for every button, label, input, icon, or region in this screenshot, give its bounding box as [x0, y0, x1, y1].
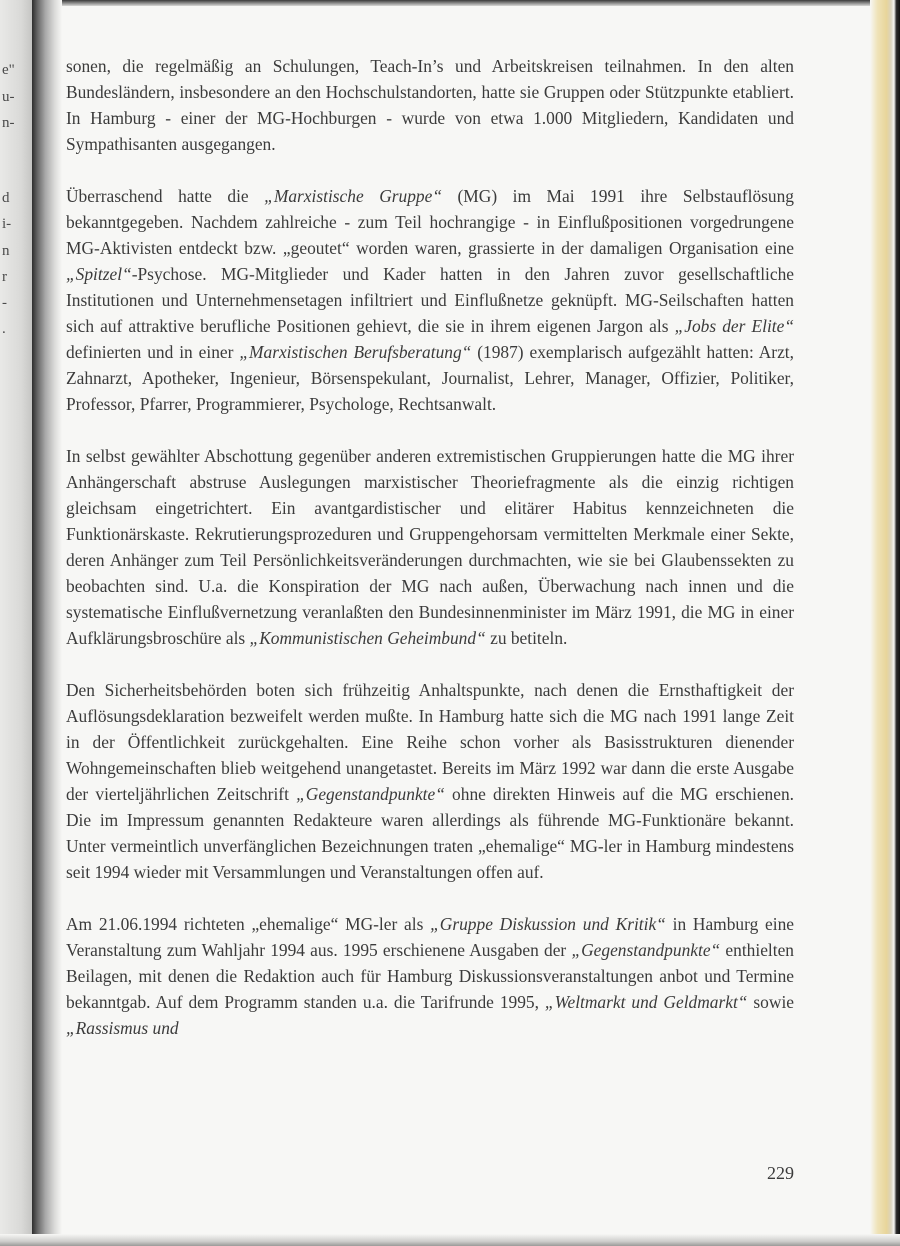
page-body-text — [66, 53, 794, 1041]
paragraph — [66, 911, 794, 1041]
page-number: 229 — [767, 1163, 794, 1183]
text-run: sonen, die regelmäßig an Schulungen, Teach-In’s und Arbeitskreisen teilnahmen. In den alten Bundesländern, insbesondere an den Hochschulstandorten, hatte sie Gruppen oder Stützpunkte etabliert. In Hamburg - einer der MG-Hochburgen - wurde von etwa 1.000 Mitgliedern, Kandidaten und Sympathisanten ausgegangen. — [66, 56, 794, 154]
bottom-edge-shadow — [0, 1234, 900, 1246]
text-run: ohne direkten Hinweis auf die MG erschienen. Die im Impressum genannten Redakteure waren allerdings als führende MG-Funktionäre bekannt. Unter vermeintlich unverfänglichen Bezeichnungen traten „ehemalige“ MG-ler in Hamburg mindestens seit 1994 wieder mit Versammlungen und Veranstaltungen offen auf. — [66, 784, 794, 882]
text-run: (MG) im Mai 1991 ihre Selbstauflösung bekanntgegeben. Nachdem zahlreiche - zum Teil hochrangige - in Einflußpositionen vorgedrungene MG-Aktivisten entdeckt bzw. „geoutet“ worden waren, grassierte in der damaligen Organisation eine — [66, 186, 795, 258]
page-stack-edge — [870, 0, 900, 1246]
italic-quote: „Marxistische Gruppe“ — [264, 186, 442, 206]
text-run: Am 21.06.1994 richteten „ehemalige“ MG-ler als — [66, 914, 431, 934]
top-edge-shadow — [0, 0, 900, 6]
facing-page-fragment: u- — [2, 89, 15, 105]
italic-quote: „Jobs der Elite“ — [674, 316, 794, 336]
text-run: In selbst gewählter Abschottung gegenüber anderen extremistischen Gruppierungen hatte die MG ihrer Anhängerschaft abstruse Auslegungen marxistischer Theoriefragmente als die einzig richtigen gleichsam eingetrichtert. Ein avantgardistischer und elitärer Habitus kennzeichneten die Funktionärskaste. Rekrutierungsprozeduren und Gruppengehorsam vermittelten Merkmale einer Sekte, deren Anhänger zum Teil Persönlichkeitsveränderungen durchmachten, wie sie bei Glaubenssekten zu beobachten sind. U.a. die Konspiration der MG nach außen, Überwachung nach innen und die systematische Einflußvernetzung veranlaßten den Bundesinnenminister im März 1991, die MG in einer Aufklärungsbroschüre als — [66, 446, 794, 648]
italic-quote: „Gegenstandpunkte“ — [296, 784, 445, 804]
paragraph — [66, 183, 794, 417]
facing-page-fragment: r — [2, 269, 7, 285]
italic-quote: „Kommunistischen Geheimbund“ — [249, 628, 486, 648]
text-run: enthielten Beilagen, mit denen die Redaktion auch für Hamburg Diskussionsveranstaltungen anbot und Termine bekanntgab. Auf dem Programm standen u.a. die Tarifrunde 1995, — [66, 940, 795, 1012]
italic-quote: „Marxistischen Berufsberatung“ — [239, 342, 472, 362]
facing-page-fragment: n — [2, 243, 10, 259]
facing-page-edge — [0, 0, 36, 1246]
book-gutter-shadow — [32, 0, 62, 1246]
text-run: -Psychose. MG-Mitglieder und Kader hatten in den Jahren zuvor gesellschaftliche Institutionen und Unternehmensetagen infiltriert und Einflußnetze geknüpft. MG-Seilschaften hatten sich auf attraktive berufliche Positionen gehievt, die sie in ihrem eigenen Jargon als — [66, 264, 794, 336]
text-run: (1987) exemplarisch aufgezählt hatten: Arzt, Zahnarzt, Apotheker, Ingenieur, Börsenspekulant, Journalist, Lehrer, Manager, Offizier, Politiker, Professor, Pfarrer, Programmierer, Psychologe, Rechtsanwalt. — [66, 342, 794, 414]
italic-quote: „Rassismus und — [66, 1018, 179, 1038]
italic-quote: „Gruppe Diskussion und Kritik“ — [430, 914, 666, 934]
text-run: in Hamburg eine Veranstaltung zum Wahljahr 1994 aus. 1995 erschienene Ausgaben der — [66, 914, 794, 960]
facing-page-fragment: i- — [2, 216, 12, 232]
facing-page-fragment: - — [2, 295, 7, 311]
italic-quote: „Spitzel“ — [66, 264, 132, 284]
text-run: sowie — [747, 992, 794, 1012]
paragraph — [66, 677, 794, 885]
text-run: zu betiteln. — [485, 628, 568, 648]
facing-page-fragment: e" — [2, 62, 15, 78]
text-run: definierten und in einer — [66, 342, 240, 362]
paragraph — [66, 443, 794, 651]
italic-quote: „Gegenstandpunkte“ — [571, 940, 721, 960]
facing-page-fragment: d — [2, 190, 10, 206]
text-run: Den Sicherheitsbehörden boten sich frühzeitig Anhaltspunkte, nach denen die Ernsthaftigkeit der Auflösungsdeklaration bezweifelt werden mußte. In Hamburg hatte sich die MG nach 1991 lange Zeit in der Öffentlichkeit zurückgehalten. Eine Reihe schon vorher als Basisstrukturen dienender Wohngemeinschaften blieb weitgehend unangetastet. Bereits im März 1992 war dann die erste Ausgabe der vierteljährlichen Zeitschrift — [66, 680, 794, 804]
facing-page-fragment: . — [2, 321, 6, 337]
paragraph — [66, 53, 794, 157]
italic-quote: „Weltmarkt und Geldmarkt“ — [544, 992, 748, 1012]
text-run: Überraschend hatte die — [66, 186, 265, 206]
facing-page-fragment: n- — [2, 115, 15, 131]
